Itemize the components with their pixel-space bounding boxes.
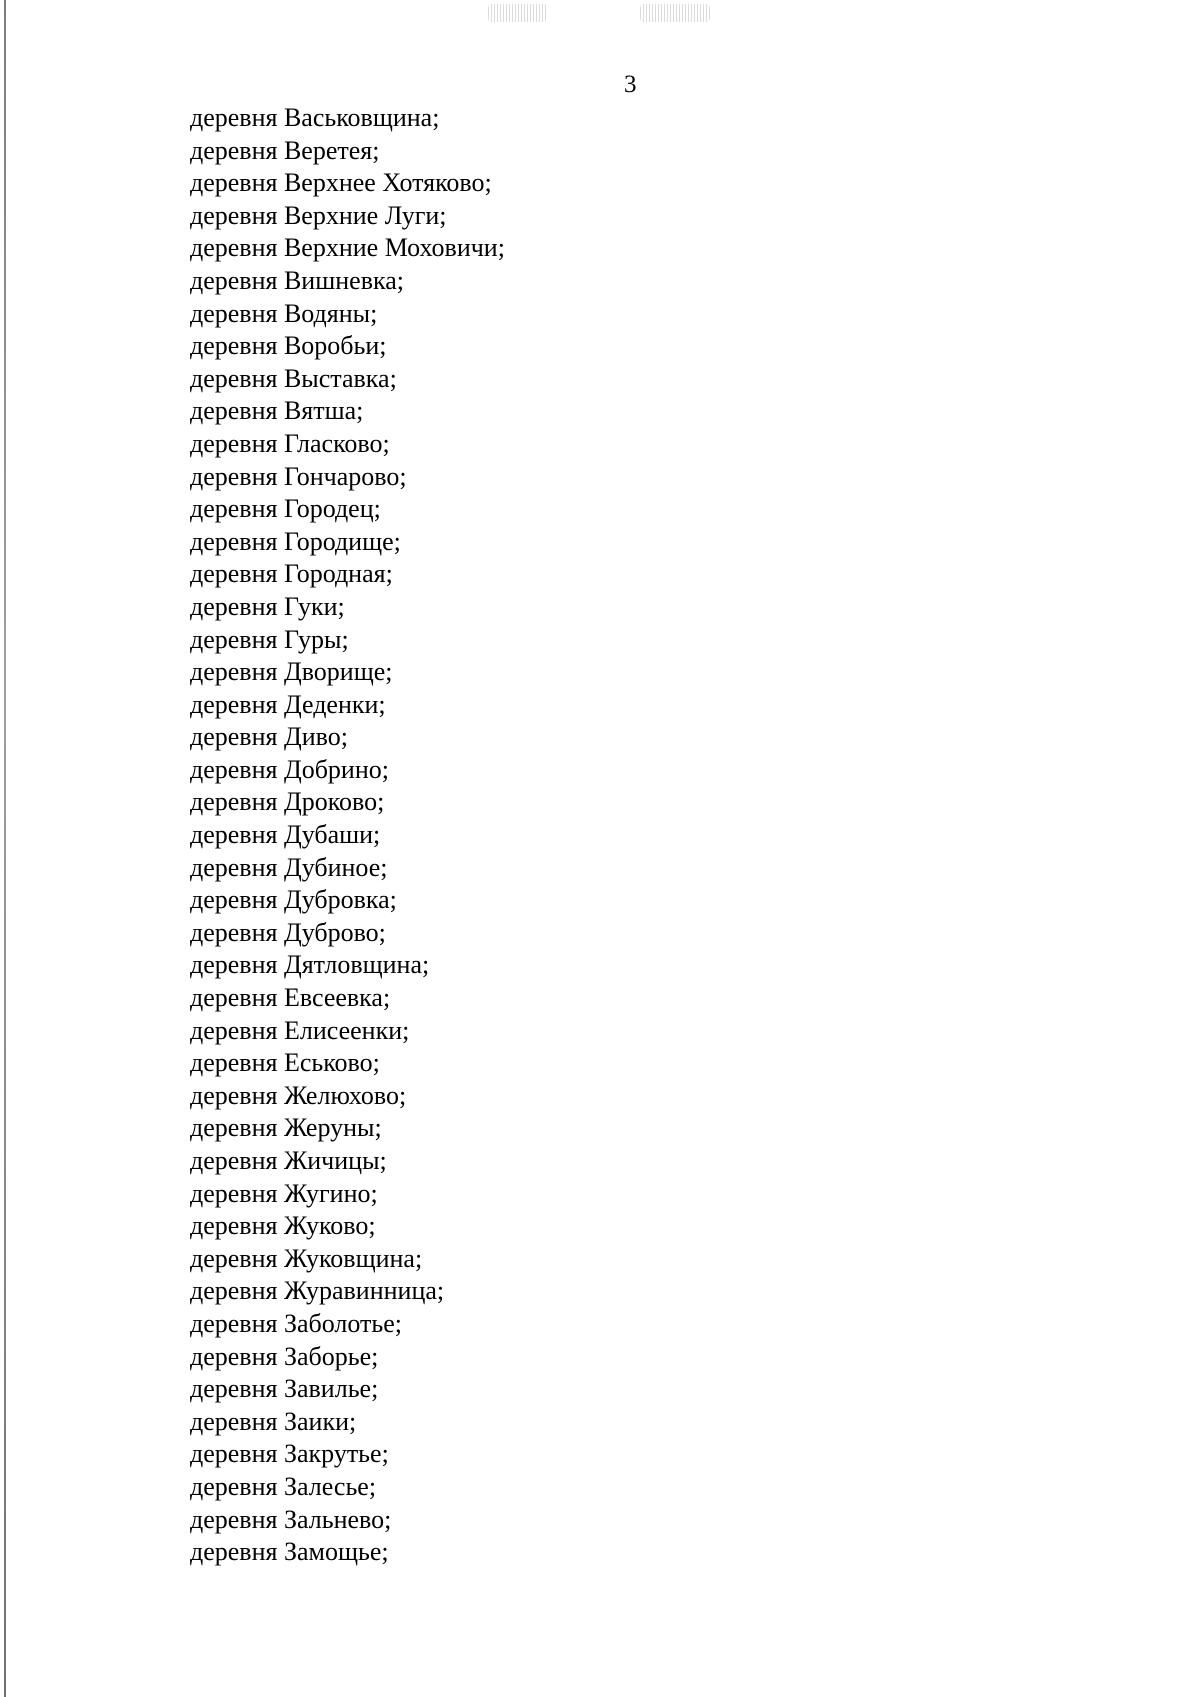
list-item: деревня Еськово;	[190, 1048, 380, 1078]
list-item: деревня Водяны;	[190, 298, 378, 328]
list-item: деревня Вятша;	[190, 396, 364, 426]
list-item: деревня Жуковщина;	[190, 1243, 423, 1273]
list-item: деревня Городная;	[190, 559, 393, 589]
list-item: деревня Елисеенки;	[190, 1015, 410, 1045]
list-item: деревня Замощье;	[190, 1537, 389, 1567]
list-item: деревня Дворище;	[190, 657, 393, 687]
list-item: деревня Жичицы;	[190, 1146, 387, 1175]
list-item: деревня Желюхово;	[190, 1080, 407, 1110]
list-item: деревня Заболотье;	[190, 1308, 403, 1338]
scan-noise	[640, 4, 710, 22]
list-item: деревня Жеруны;	[190, 1113, 382, 1143]
list-item: деревня Вишневка;	[190, 265, 404, 295]
list-item: деревня Гуки;	[190, 591, 345, 621]
list-item: деревня Воробьи;	[190, 331, 387, 361]
list-item: деревня Гончарово;	[190, 461, 407, 491]
list-item: деревня Веретея;	[190, 135, 380, 165]
scan-noise	[488, 4, 548, 22]
list-item: деревня Городец;	[190, 494, 381, 524]
page-number: 3	[624, 71, 637, 98]
scan-left-edge	[4, 0, 6, 1697]
list-item: деревня Жуково;	[190, 1211, 376, 1241]
list-item: деревня Завилье;	[190, 1374, 379, 1404]
list-item: деревня Верхние Моховичи;	[190, 233, 505, 263]
list-item: деревня Дуброво;	[190, 917, 386, 947]
list-item: деревня Дроково;	[190, 787, 385, 817]
list-item: деревня Дятловщина;	[190, 950, 430, 980]
list-item: деревня Городище;	[190, 526, 401, 556]
list-item: деревня Дубиное;	[190, 852, 388, 882]
list-item: деревня Залесье;	[190, 1471, 377, 1501]
list-item: деревня Дубаши;	[190, 820, 381, 850]
list-item: деревня Выставка;	[190, 363, 397, 393]
list-item: деревня Гласково;	[190, 428, 390, 458]
list-item: деревня Зальнево;	[190, 1504, 392, 1534]
list-item: деревня Заики;	[190, 1406, 357, 1436]
list-item: деревня Закрутье;	[190, 1439, 389, 1469]
settlement-list	[190, 102, 505, 1569]
list-item: деревня Верхнее Хотяково;	[190, 168, 492, 198]
list-item: деревня Евсеевка;	[190, 983, 391, 1013]
list-item: деревня Диво;	[190, 722, 348, 752]
list-item: деревня Дубровка;	[190, 885, 397, 915]
list-item: деревня Добрино;	[190, 754, 389, 784]
list-item: деревня Васьковщина;	[190, 103, 440, 132]
list-item: деревня Верхние Луги;	[190, 200, 447, 230]
list-item: деревня Заборье;	[190, 1341, 379, 1371]
list-item: деревня Деденки;	[190, 689, 386, 719]
list-item: деревня Гуры;	[190, 624, 349, 654]
list-item: деревня Журавинница;	[190, 1276, 445, 1306]
list-item: деревня Жугино;	[190, 1178, 378, 1208]
